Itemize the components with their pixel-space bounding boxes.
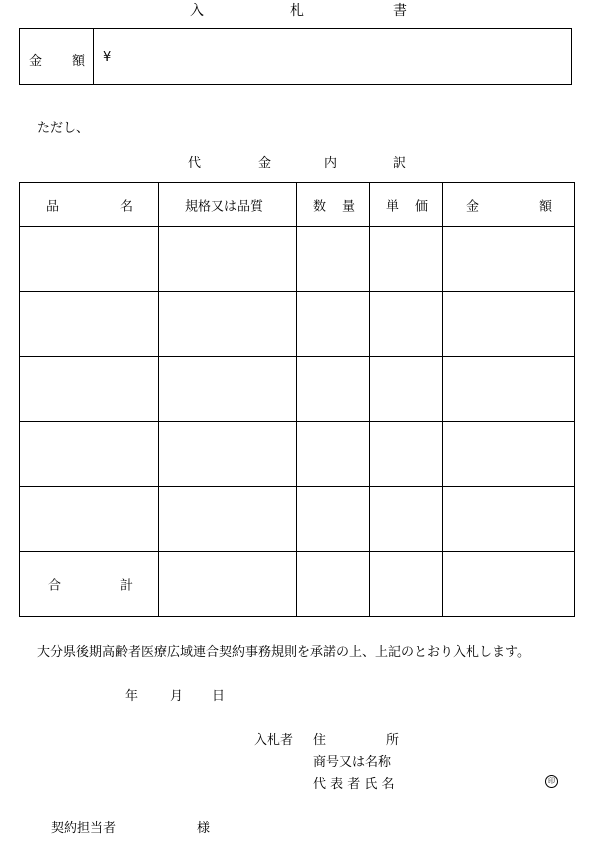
table-row	[20, 227, 575, 292]
table-row	[20, 422, 575, 487]
breakdown-title-char-1: 代	[188, 156, 202, 171]
table-row	[20, 292, 575, 357]
table-header-row	[20, 183, 575, 227]
address-label-a: 住	[313, 733, 327, 748]
amount-label-b: 額	[72, 54, 86, 69]
statement-text: 大分県後期高齢者医療広域連合契約事務規則を承諾の上、上記のとおり入札します。	[37, 645, 530, 660]
representative-label: 代 表 者 氏 名	[313, 777, 395, 792]
title-char-2: 札	[290, 3, 304, 19]
header-amt-b: 額	[539, 199, 553, 214]
note-text: ただし、	[37, 121, 90, 136]
header-item-b: 名	[120, 199, 134, 214]
header-item-a: 品	[46, 199, 60, 214]
amount-label-a: 金	[29, 54, 43, 69]
header-quantity	[297, 183, 370, 227]
header-unit-a: 単	[386, 199, 400, 214]
header-unit-price	[370, 183, 443, 227]
header-amt-a: 金	[466, 199, 480, 214]
table-row	[20, 487, 575, 552]
contract-officer-label: 契約担当者	[51, 821, 117, 836]
table-row	[20, 357, 575, 422]
header-amount	[443, 183, 575, 227]
yen-sign: ¥	[103, 50, 112, 65]
title-char-1: 入	[190, 3, 204, 19]
total-label-a: 合	[48, 578, 62, 594]
breakdown-table	[19, 182, 575, 617]
honorific: 様	[197, 821, 211, 836]
breakdown-title-char-2: 金	[258, 156, 272, 171]
total-label-cell	[20, 552, 159, 617]
total-row	[20, 552, 575, 617]
breakdown-title-char-3: 内	[324, 156, 338, 171]
header-spec	[159, 183, 297, 227]
header-spec-text: 規格又は品質	[185, 199, 264, 214]
header-qty-a: 数	[313, 199, 327, 214]
title-char-3: 書	[393, 3, 407, 19]
date-month: 月	[170, 689, 184, 704]
date-year: 年	[125, 689, 139, 704]
total-label-b: 計	[120, 578, 134, 594]
address-label-b: 所	[386, 733, 400, 748]
amount-box	[19, 28, 572, 85]
seal-mark-icon: 印	[545, 775, 558, 788]
company-name-label: 商号又は名称	[313, 755, 392, 770]
header-qty-b: 量	[342, 199, 356, 214]
breakdown-title-char-4: 訳	[393, 156, 407, 171]
header-item-name	[20, 183, 159, 227]
date-day: 日	[212, 689, 226, 704]
bidder-label: 入札者	[254, 733, 294, 748]
header-unit-b: 価	[415, 199, 429, 214]
amount-divider	[93, 29, 94, 84]
